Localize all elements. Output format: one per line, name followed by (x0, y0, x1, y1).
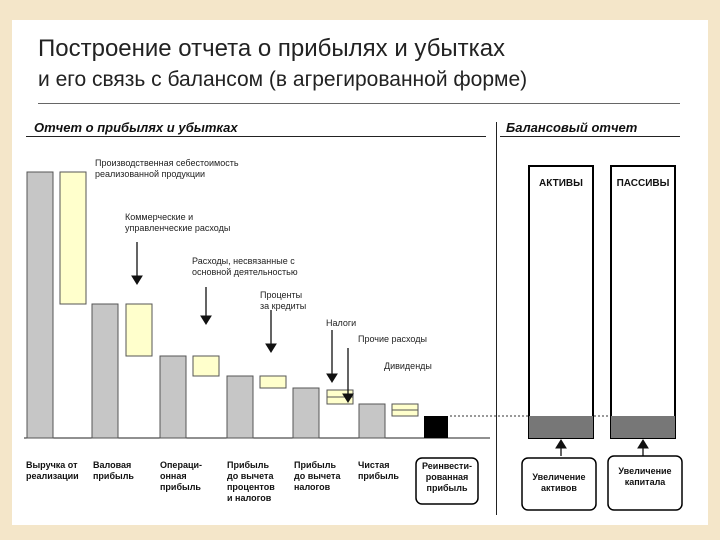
page-subtitle: и его связь с балансом (в агрегированной форме) (38, 68, 528, 91)
gross-profit-bar (92, 304, 118, 438)
label-ebt: Прибыль до вычета налогов (294, 460, 341, 492)
income-statement-heading: Отчет о прибылях и убытках (34, 120, 238, 135)
page-title: Построение отчета о прибылях и убытках (38, 35, 506, 62)
reinvested-profit-bar (424, 416, 448, 438)
capital-increase-label: Увеличение капитала (618, 466, 672, 487)
label-gross-profit: Валовая прибыль (93, 460, 134, 481)
annotation-selling-expenses: Коммерческие и управленческие расходы (125, 212, 231, 233)
label-reinvested-profit: Реинвести- рованная прибыль (422, 461, 472, 493)
label-operating-profit: Операци- онная прибыль (160, 460, 203, 492)
revenue-bar (27, 172, 53, 438)
annotation-other-expenses: Прочие расходы (358, 334, 427, 344)
selling-expenses-bar (126, 304, 152, 356)
liabilities-heading: ПАССИВЫ (616, 178, 670, 189)
assets-column (529, 166, 593, 438)
annotation-taxes: Налоги (326, 318, 357, 328)
ebit-bar (227, 376, 253, 438)
label-ebit: Прибыль до вычета процентов и налогов (227, 460, 275, 503)
assets-heading: АКТИВЫ (539, 178, 583, 189)
assets-increase-fill (529, 416, 593, 438)
annotation-dividends: Дивиденды (384, 361, 432, 371)
assets-increase-label: Увеличение активов (532, 472, 586, 493)
ebt-bar (293, 388, 319, 438)
liabilities-column (611, 166, 675, 438)
label-net-profit: Чистая прибыль (358, 460, 399, 481)
interest-bar (260, 376, 286, 388)
annotation-nonoperating: Расходы, несвязанные с основной деятельностью (192, 256, 298, 277)
up-arrows (556, 440, 648, 456)
balance-sheet-heading: Балансовый отчет (506, 120, 638, 135)
operating-profit-bar (160, 356, 186, 438)
cogs-bar (60, 172, 86, 304)
net-profit-bar (359, 404, 385, 438)
annotation-cogs: Производственная себестоимость реализованной продукции (95, 158, 239, 179)
capital-increase-fill (611, 416, 675, 438)
label-revenue: Выручка от реализации (26, 460, 79, 481)
annotation-interest: Проценты за кредиты (260, 290, 307, 311)
nonoperating-expenses-bar (193, 356, 219, 376)
